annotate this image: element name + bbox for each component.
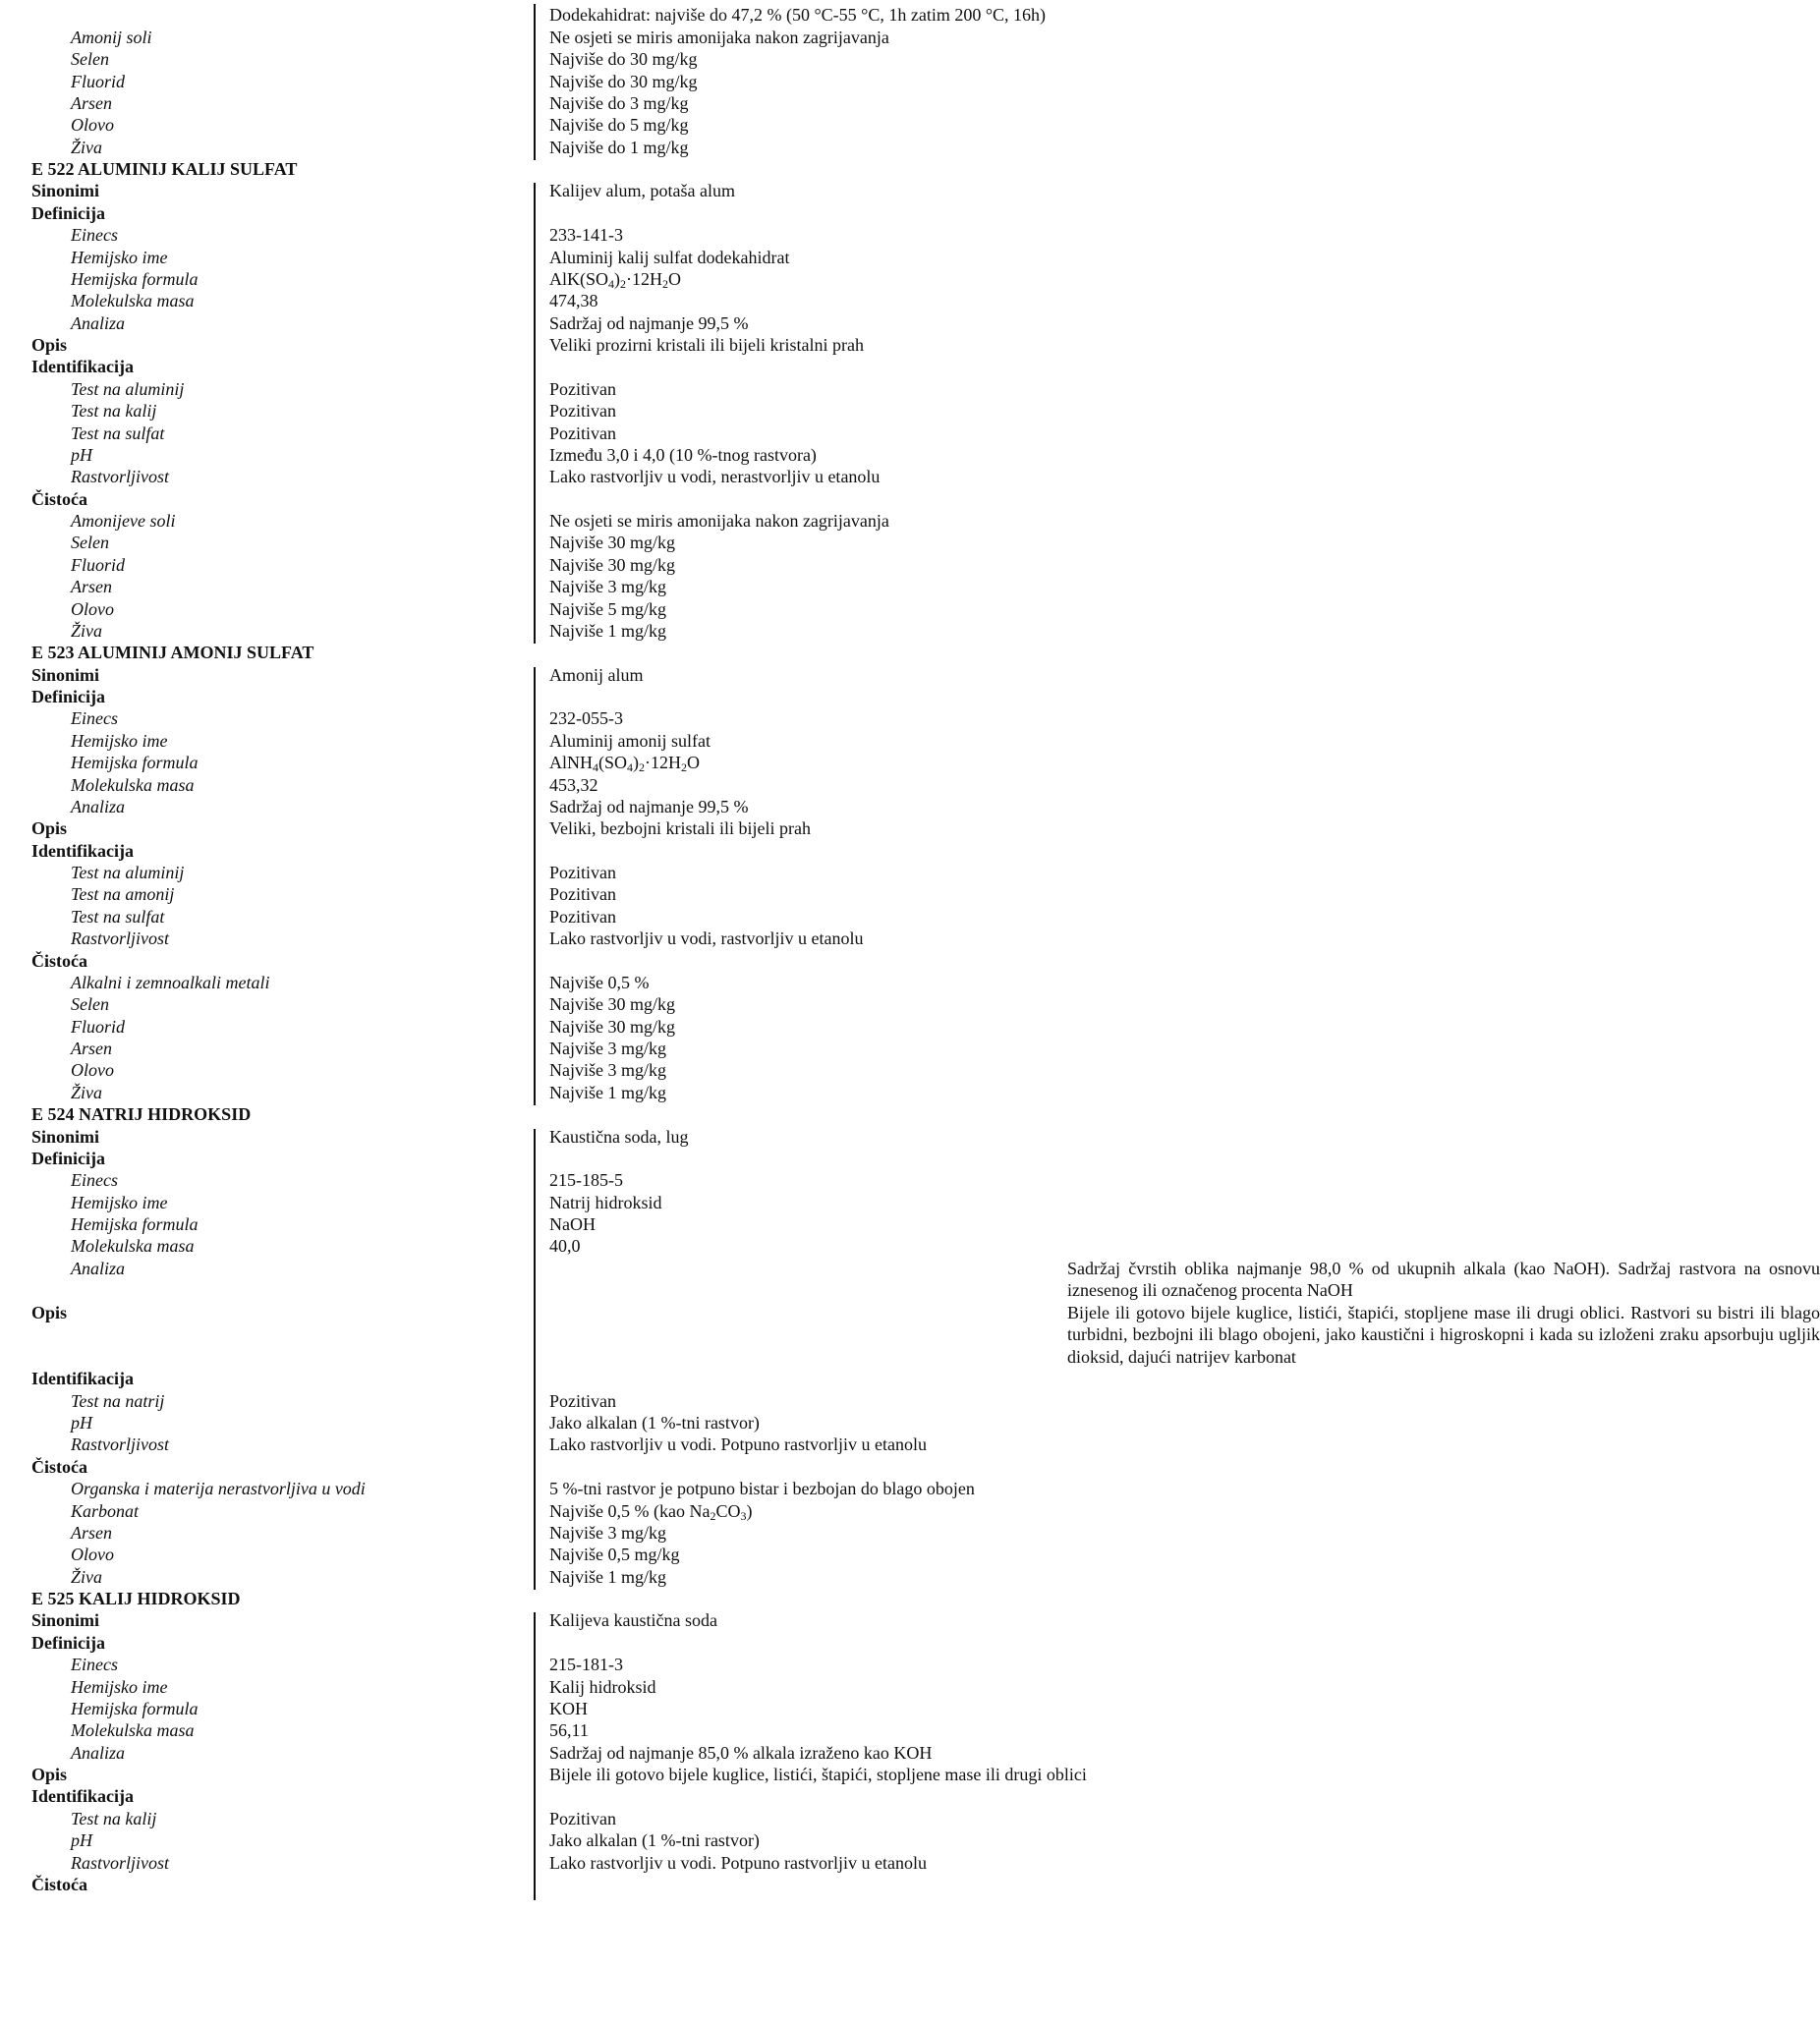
spec-row	[31, 686, 1280, 707]
field-label: Alkalni i zemnoalkali metali	[71, 973, 270, 992]
field-label: Test na sulfat	[71, 907, 165, 927]
spec-row	[31, 1478, 1280, 1499]
field-label: Einecs	[71, 1655, 118, 1674]
field-label: Molekulska masa	[71, 1236, 195, 1256]
field-label: Test na kalij	[71, 1809, 157, 1828]
field-heading: Čistoća	[31, 1875, 87, 1894]
field-value: Najviše do 30 mg/kg	[549, 72, 698, 91]
field-value: Veliki prozirni kristali ili bijeli kristalni prah	[549, 335, 864, 355]
field-value: Kalijev alum, potaša alum	[549, 181, 735, 200]
field-value: Najviše 3 mg/kg	[549, 577, 666, 596]
field-heading: Definicija	[31, 203, 105, 223]
field-value: 232-055-3	[549, 708, 623, 728]
spec-row	[31, 972, 1280, 993]
spec-row	[31, 598, 1280, 620]
spec-row	[31, 1588, 1280, 1609]
field-label: Test na aluminij	[71, 379, 185, 399]
field-value: Između 3,0 i 4,0 (10 %-tnog rastvora)	[549, 445, 817, 465]
field-heading: Identifikacija	[31, 1369, 135, 1388]
field-label: Fluorid	[71, 72, 126, 91]
field-label: Selen	[71, 533, 109, 552]
field-label: Selen	[71, 49, 109, 69]
spec-row	[31, 576, 1280, 597]
field-value: Najviše 30 mg/kg	[549, 994, 675, 1014]
spec-row	[31, 620, 1280, 642]
field-value: Najviše do 5 mg/kg	[549, 115, 689, 135]
field-value: 215-181-3	[549, 1655, 623, 1674]
field-value: Ne osjeti se miris amonijaka nakon zagrijavanja	[549, 28, 889, 47]
spec-row	[31, 1456, 1280, 1478]
field-value: Pozitivan	[549, 884, 616, 904]
field-label: Karbonat	[71, 1501, 140, 1521]
field-label: Hemijsko ime	[71, 731, 168, 751]
field-value: Lako rastvorljiv u vodi. Potpuno rastvorljiv u etanolu	[549, 1434, 927, 1454]
spec-row	[31, 1126, 1280, 1148]
field-value: Lako rastvorljiv u vodi. Potpuno rastvorljiv u etanolu	[549, 1853, 927, 1873]
field-value: Najviše 5 mg/kg	[549, 599, 666, 619]
spec-row	[31, 400, 1280, 422]
field-label: Hemijska formula	[71, 1699, 199, 1718]
field-value: Najviše 3 mg/kg	[549, 1523, 666, 1543]
field-label: Rastvorljivost	[71, 467, 169, 486]
spec-row	[31, 158, 1280, 180]
spec-row	[31, 752, 1280, 773]
spec-row	[31, 444, 1280, 466]
field-heading: Identifikacija	[31, 1786, 135, 1806]
field-label: Arsen	[71, 93, 112, 113]
field-label: Arsen	[71, 1523, 112, 1543]
field-value: Pozitivan	[549, 907, 616, 927]
spec-row	[31, 862, 1280, 883]
spec-row	[31, 202, 1280, 224]
field-label: Molekulska masa	[71, 775, 195, 795]
field-label: Test na kalij	[71, 401, 157, 421]
field-label: Test na amonij	[71, 884, 175, 904]
field-label: Test na aluminij	[71, 863, 185, 882]
spec-row	[31, 1785, 1280, 1807]
spec-row	[31, 1500, 1280, 1522]
field-label: Hemijsko ime	[71, 1193, 168, 1212]
column-divider	[534, 1612, 536, 1900]
field-value: NaOH	[549, 1214, 596, 1234]
spec-row	[31, 1412, 1280, 1434]
field-label: Rastvorljivost	[71, 928, 169, 948]
spec-row	[31, 224, 1280, 246]
field-heading: Opis	[31, 1303, 68, 1322]
spec-row	[31, 1148, 1280, 1169]
field-heading: Čistoća	[31, 951, 87, 971]
field-heading: Sinonimi	[31, 665, 100, 685]
field-value: 5 %-tni rastvor je potpuno bistar i bezbojan do blago obojen	[549, 1479, 975, 1498]
field-label: Arsen	[71, 1039, 112, 1058]
field-value: KOH	[549, 1699, 588, 1718]
spec-row	[31, 1434, 1280, 1455]
section-title: E 525 KALIJ HIDROKSID	[31, 1589, 241, 1608]
spec-row	[31, 950, 1280, 972]
spec-row	[31, 422, 1280, 444]
spec-row	[31, 1038, 1280, 1059]
spec-row	[31, 840, 1280, 862]
field-heading: Čistoća	[31, 1457, 87, 1477]
spec-row	[31, 1874, 1280, 1895]
spec-row	[31, 1566, 1280, 1588]
field-value: Ne osjeti se miris amonijaka nakon zagrijavanja	[549, 511, 889, 531]
field-value: Sadržaj od najmanje 99,5 %	[549, 313, 749, 333]
spec-row	[31, 796, 1280, 817]
column-divider	[534, 667, 536, 1105]
spec-row	[31, 1082, 1280, 1103]
field-value: Najviše do 3 mg/kg	[549, 93, 689, 113]
column-divider	[534, 4, 536, 160]
spec-row	[31, 1103, 1280, 1125]
field-value: Lako rastvorljiv u vodi, nerastvorljiv u etanolu	[549, 467, 881, 486]
spec-row	[31, 1544, 1280, 1565]
field-value: Jako alkalan (1 %-tni rastvor)	[549, 1413, 760, 1433]
field-label: Test na sulfat	[71, 423, 165, 443]
section-title: E 523 ALUMINIJ AMONIJ SULFAT	[31, 643, 314, 662]
field-value: Aluminij kalij sulfat dodekahidrat	[549, 248, 790, 267]
field-heading: Opis	[31, 1765, 68, 1784]
field-heading: Identifikacija	[31, 841, 135, 861]
field-value: Bijele ili gotovo bijele kuglice, listići, štapići, stopljene mase ili drugi oblici	[549, 1765, 1087, 1784]
spec-row	[31, 928, 1280, 949]
field-value: Amonij alum	[549, 665, 644, 685]
spec-row	[31, 1632, 1280, 1654]
field-label: Olovo	[71, 599, 114, 619]
field-value: Pozitivan	[549, 863, 616, 882]
field-label: Einecs	[71, 1170, 118, 1190]
field-value: Kaustična soda, lug	[549, 1127, 689, 1147]
spec-row	[31, 1852, 1280, 1874]
field-value: Pozitivan	[549, 379, 616, 399]
spec-row	[31, 1302, 1820, 1368]
field-value: Bijele ili gotovo bijele kuglice, listići, štapići, stopljene mase ili drugi oblici. Rastvori su bistri ili blago turbidni, bezbojni ili blago obojeni, jako kaustični i higroskopni i kada su izloženi zraku apsorbuju ugljik dioksid, dajući natrijev karbonat	[1067, 1303, 1820, 1367]
spec-row	[31, 290, 1280, 311]
field-value: Aluminij amonij sulfat	[549, 731, 711, 751]
spec-row	[31, 268, 1280, 290]
spec-row	[31, 664, 1280, 686]
spec-row	[31, 114, 1280, 136]
spec-row	[31, 1719, 1280, 1741]
field-value: Najviše do 30 mg/kg	[549, 49, 698, 69]
spec-row	[31, 707, 1280, 729]
spec-row	[31, 312, 1280, 334]
field-heading: Opis	[31, 818, 68, 838]
field-value: Dodekahidrat: najviše do 47,2 % (50 °C-55 °C, 1h zatim 200 °C, 16h)	[549, 5, 1047, 25]
field-value: Najviše 3 mg/kg	[549, 1039, 666, 1058]
field-value: Najviše do 1 mg/kg	[549, 138, 689, 157]
spec-row	[31, 71, 1280, 92]
field-label: Amonij soli	[71, 28, 152, 47]
field-value: Pozitivan	[549, 1391, 616, 1411]
spec-row	[31, 1829, 1280, 1851]
field-heading: Identifikacija	[31, 357, 135, 376]
field-value: Natrij hidroksid	[549, 1193, 662, 1212]
spec-row	[31, 1609, 1280, 1631]
spec-row	[31, 180, 1280, 201]
spec-row	[31, 730, 1280, 752]
column-divider	[534, 1129, 536, 1590]
column-divider	[534, 183, 536, 644]
spec-row	[31, 817, 1280, 839]
spec-row	[31, 48, 1280, 70]
field-value: Kalijeva kaustična soda	[549, 1610, 717, 1630]
field-label: Analiza	[71, 1743, 126, 1763]
field-value: Pozitivan	[549, 423, 616, 443]
field-heading: Čistoća	[31, 489, 87, 509]
field-label: pH	[71, 445, 92, 465]
spec-row	[31, 532, 1280, 553]
field-label: Rastvorljivost	[71, 1434, 169, 1454]
field-value: Sadržaj čvrstih oblika najmanje 98,0 % od ukupnih alkala (kao NaOH). Sadržaj rastvora na osnovu iznesenog ili označenog procenta NaOH	[1067, 1259, 1820, 1301]
field-label: Olovo	[71, 115, 114, 135]
spec-row	[31, 137, 1280, 158]
spec-row	[31, 774, 1280, 796]
field-value: 56,11	[549, 1720, 589, 1740]
field-value: 233-141-3	[549, 225, 623, 245]
field-value: Veliki, bezbojni kristali ili bijeli prah	[549, 818, 811, 838]
field-label: Olovo	[71, 1545, 114, 1564]
spec-row	[31, 1059, 1280, 1081]
field-label: Živa	[71, 1567, 103, 1587]
spec-row	[31, 1169, 1280, 1191]
field-label: Olovo	[71, 1060, 114, 1080]
spec-row	[31, 1235, 1280, 1257]
field-label: Molekulska masa	[71, 291, 195, 310]
field-label: Rastvorljivost	[71, 1853, 169, 1873]
field-value: 453,32	[549, 775, 598, 795]
field-value: Lako rastvorljiv u vodi, rastvorljiv u etanolu	[549, 928, 864, 948]
field-label: Fluorid	[71, 555, 126, 575]
field-value: Najviše 1 mg/kg	[549, 621, 666, 641]
spec-row	[31, 510, 1280, 532]
field-label: Hemijska formula	[71, 753, 199, 772]
spec-row	[31, 1192, 1280, 1213]
field-heading: Definicija	[31, 1149, 105, 1168]
spec-row	[31, 906, 1280, 928]
spec-row	[31, 378, 1280, 400]
spec-row	[31, 554, 1280, 576]
field-label: Analiza	[71, 313, 126, 333]
spec-row	[31, 1654, 1280, 1675]
field-label: pH	[71, 1830, 92, 1850]
field-value: $AlK(SO_4)_2\cdot 12H_2O$	[549, 269, 682, 291]
spec-row	[31, 1368, 1280, 1389]
field-label: Analiza	[71, 797, 126, 816]
spec-row	[31, 1390, 1280, 1412]
field-value: Najviše 30 mg/kg	[549, 533, 675, 552]
field-label: pH	[71, 1413, 92, 1433]
field-heading: Opis	[31, 335, 68, 355]
field-value: Najviše 30 mg/kg	[549, 555, 675, 575]
field-value: Sadržaj od najmanje 99,5 %	[549, 797, 749, 816]
spec-row	[31, 1522, 1280, 1544]
spec-row	[31, 883, 1280, 905]
spec-row	[31, 1016, 1280, 1038]
field-label: Einecs	[71, 225, 118, 245]
field-label: Test na natrij	[71, 1391, 165, 1411]
spec-row	[31, 247, 1280, 268]
field-value: Jako alkalan (1 %-tni rastvor)	[549, 1830, 760, 1850]
field-value: Kalij hidroksid	[549, 1677, 656, 1697]
spec-row	[31, 334, 1280, 356]
field-label: Fluorid	[71, 1017, 126, 1037]
field-value: Pozitivan	[549, 401, 616, 421]
spec-row	[31, 92, 1280, 114]
field-value: 474,38	[549, 291, 598, 310]
field-heading: Sinonimi	[31, 181, 100, 200]
spec-row	[31, 642, 1280, 663]
spec-row	[31, 4, 1280, 26]
field-value: Najviše 0,5 mg/kg	[549, 1545, 680, 1564]
field-heading: Definicija	[31, 687, 105, 706]
field-label: Molekulska masa	[71, 1720, 195, 1740]
section-title: E 522 ALUMINIJ KALIJ SULFAT	[31, 159, 298, 179]
field-value: Pozitivan	[549, 1809, 616, 1828]
field-value: Sadržaj od najmanje 85,0 % alkala izraženo kao KOH	[549, 1743, 933, 1763]
field-value: Najviše 0,5 % (kao $Na_2CO_3$)	[549, 1501, 753, 1523]
field-label: Hemijsko ime	[71, 248, 168, 267]
spec-row	[31, 356, 1280, 377]
field-value: $AlNH_4(SO_4)_2\cdot 12H_2O$	[549, 753, 701, 774]
spec-row	[31, 27, 1280, 48]
field-label: Živa	[71, 1083, 103, 1102]
field-label: Hemijska formula	[71, 269, 199, 289]
spec-row	[31, 1676, 1280, 1698]
field-label: Živa	[71, 621, 103, 641]
spec-row	[31, 488, 1280, 510]
spec-row	[31, 1808, 1280, 1829]
field-value: Najviše 30 mg/kg	[549, 1017, 675, 1037]
field-heading: Definicija	[31, 1633, 105, 1653]
field-label: Selen	[71, 994, 109, 1014]
field-value: 215-185-5	[549, 1170, 623, 1190]
field-heading: Sinonimi	[31, 1127, 100, 1147]
spec-row	[31, 1258, 1820, 1302]
field-value: Najviše 1 mg/kg	[549, 1083, 666, 1102]
field-value: 40,0	[549, 1236, 581, 1256]
field-value: Najviše 0,5 %	[549, 973, 650, 992]
field-label: Hemijska formula	[71, 1214, 199, 1234]
field-label: Analiza	[71, 1259, 126, 1278]
spec-row	[31, 1764, 1280, 1785]
spec-row	[31, 993, 1280, 1015]
field-label: Organska i materija nerastvorljiva u vodi	[71, 1479, 366, 1498]
field-label: Živa	[71, 138, 103, 157]
field-label: Arsen	[71, 577, 112, 596]
section-title: E 524 NATRIJ HIDROKSID	[31, 1104, 252, 1124]
field-value: Najviše 1 mg/kg	[549, 1567, 666, 1587]
field-label: Einecs	[71, 708, 118, 728]
spec-row	[31, 1698, 1280, 1719]
spec-row	[31, 1213, 1280, 1235]
field-heading: Sinonimi	[31, 1610, 100, 1630]
field-label: Amonijeve soli	[71, 511, 176, 531]
field-label: Hemijsko ime	[71, 1677, 168, 1697]
spec-row	[31, 466, 1280, 487]
field-value: Najviše 3 mg/kg	[549, 1060, 666, 1080]
spec-row	[31, 1742, 1280, 1764]
